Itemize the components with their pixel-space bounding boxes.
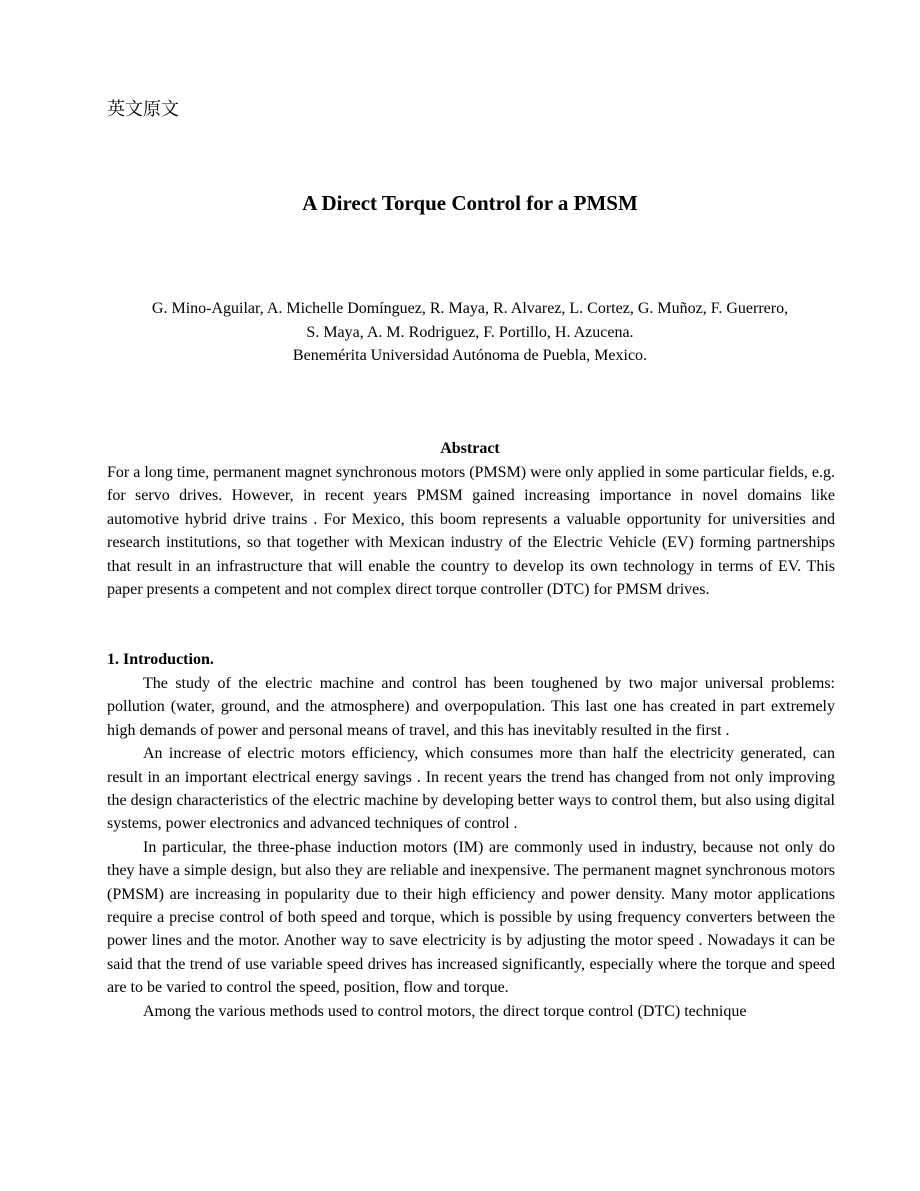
author-line: S. Maya, A. M. Rodriguez, F. Portillo, H. Azucena. [306, 323, 634, 341]
author-line: G. Mino-Aguilar, A. Michelle Domínguez, R. Maya, R. Alvarez, L. Cortez, G. Muñoz, F. Guerrero, [151, 300, 789, 317]
paragraph: Among the various methods used to control motors, the direct torque control (DTC) technique [143, 1002, 747, 1020]
author-block [120, 297, 820, 368]
affiliation: Benemérita Universidad Autónoma de Puebla, Mexico. [292, 347, 648, 364]
paragraph: In particular, the three-phase induction motors (IM) are commonly used in industry, because not only do they have a simple design, but also they are reliable and inexpensive. The permanent magnet synchronous motors (PMSM) are increasing in popularity due to their high efficiency and power density. Many motor applications require a precise control of both speed and torque, which is possible by using frequency converters between the power lines and the motor. Another way to save electricity is by adjusting the motor speed . Nowadays it can be said that the trend of use variable speed drives has increased significantly, especially where the torque and speed are to be varied to control the speed, position, flow and torque. [107, 838, 835, 997]
introduction-body [107, 672, 835, 1023]
paper-title: A Direct Torque Control for a PMSM [302, 191, 638, 215]
abstract-heading: Abstract [440, 440, 500, 457]
paragraph: An increase of electric motors efficiency, which consumes more than half the electricity generated, can result in an important electrical energy savings . In recent years the trend has changed from not only improving the design characteristics of the electric machine by developing better ways to control them, but also using digital systems, power electronics and advanced techniques of control . [107, 745, 835, 833]
section-heading-introduction: 1. Introduction. [107, 651, 214, 668]
paragraph: The study of the electric machine and control has been toughened by two major universal problems: pollution (water, ground, and the atmosphere) and overpopulation. This last one has created in part extremely high demands of power and personal means of travel, and this has inevitably resulted in the first . [107, 675, 835, 739]
document-label: 英文原文 [107, 99, 179, 120]
abstract-text: For a long time, permanent magnet synchronous motors (PMSM) were only applied in some particular fields, e.g. for servo drives. However, in recent years PMSM gained increasing importance in novel domains like automotive hybrid drive trains . For Mexico, this boom represents a valuable opportunity for universities and research institutions, so that together with Mexican industry of the Electric Vehicle (EV) forming partnerships that result in an infrastructure that will enable the country to develop its own technology in terms of EV. This paper presents a competent and not complex direct torque controller (DTC) for PMSM drives. [107, 464, 835, 599]
